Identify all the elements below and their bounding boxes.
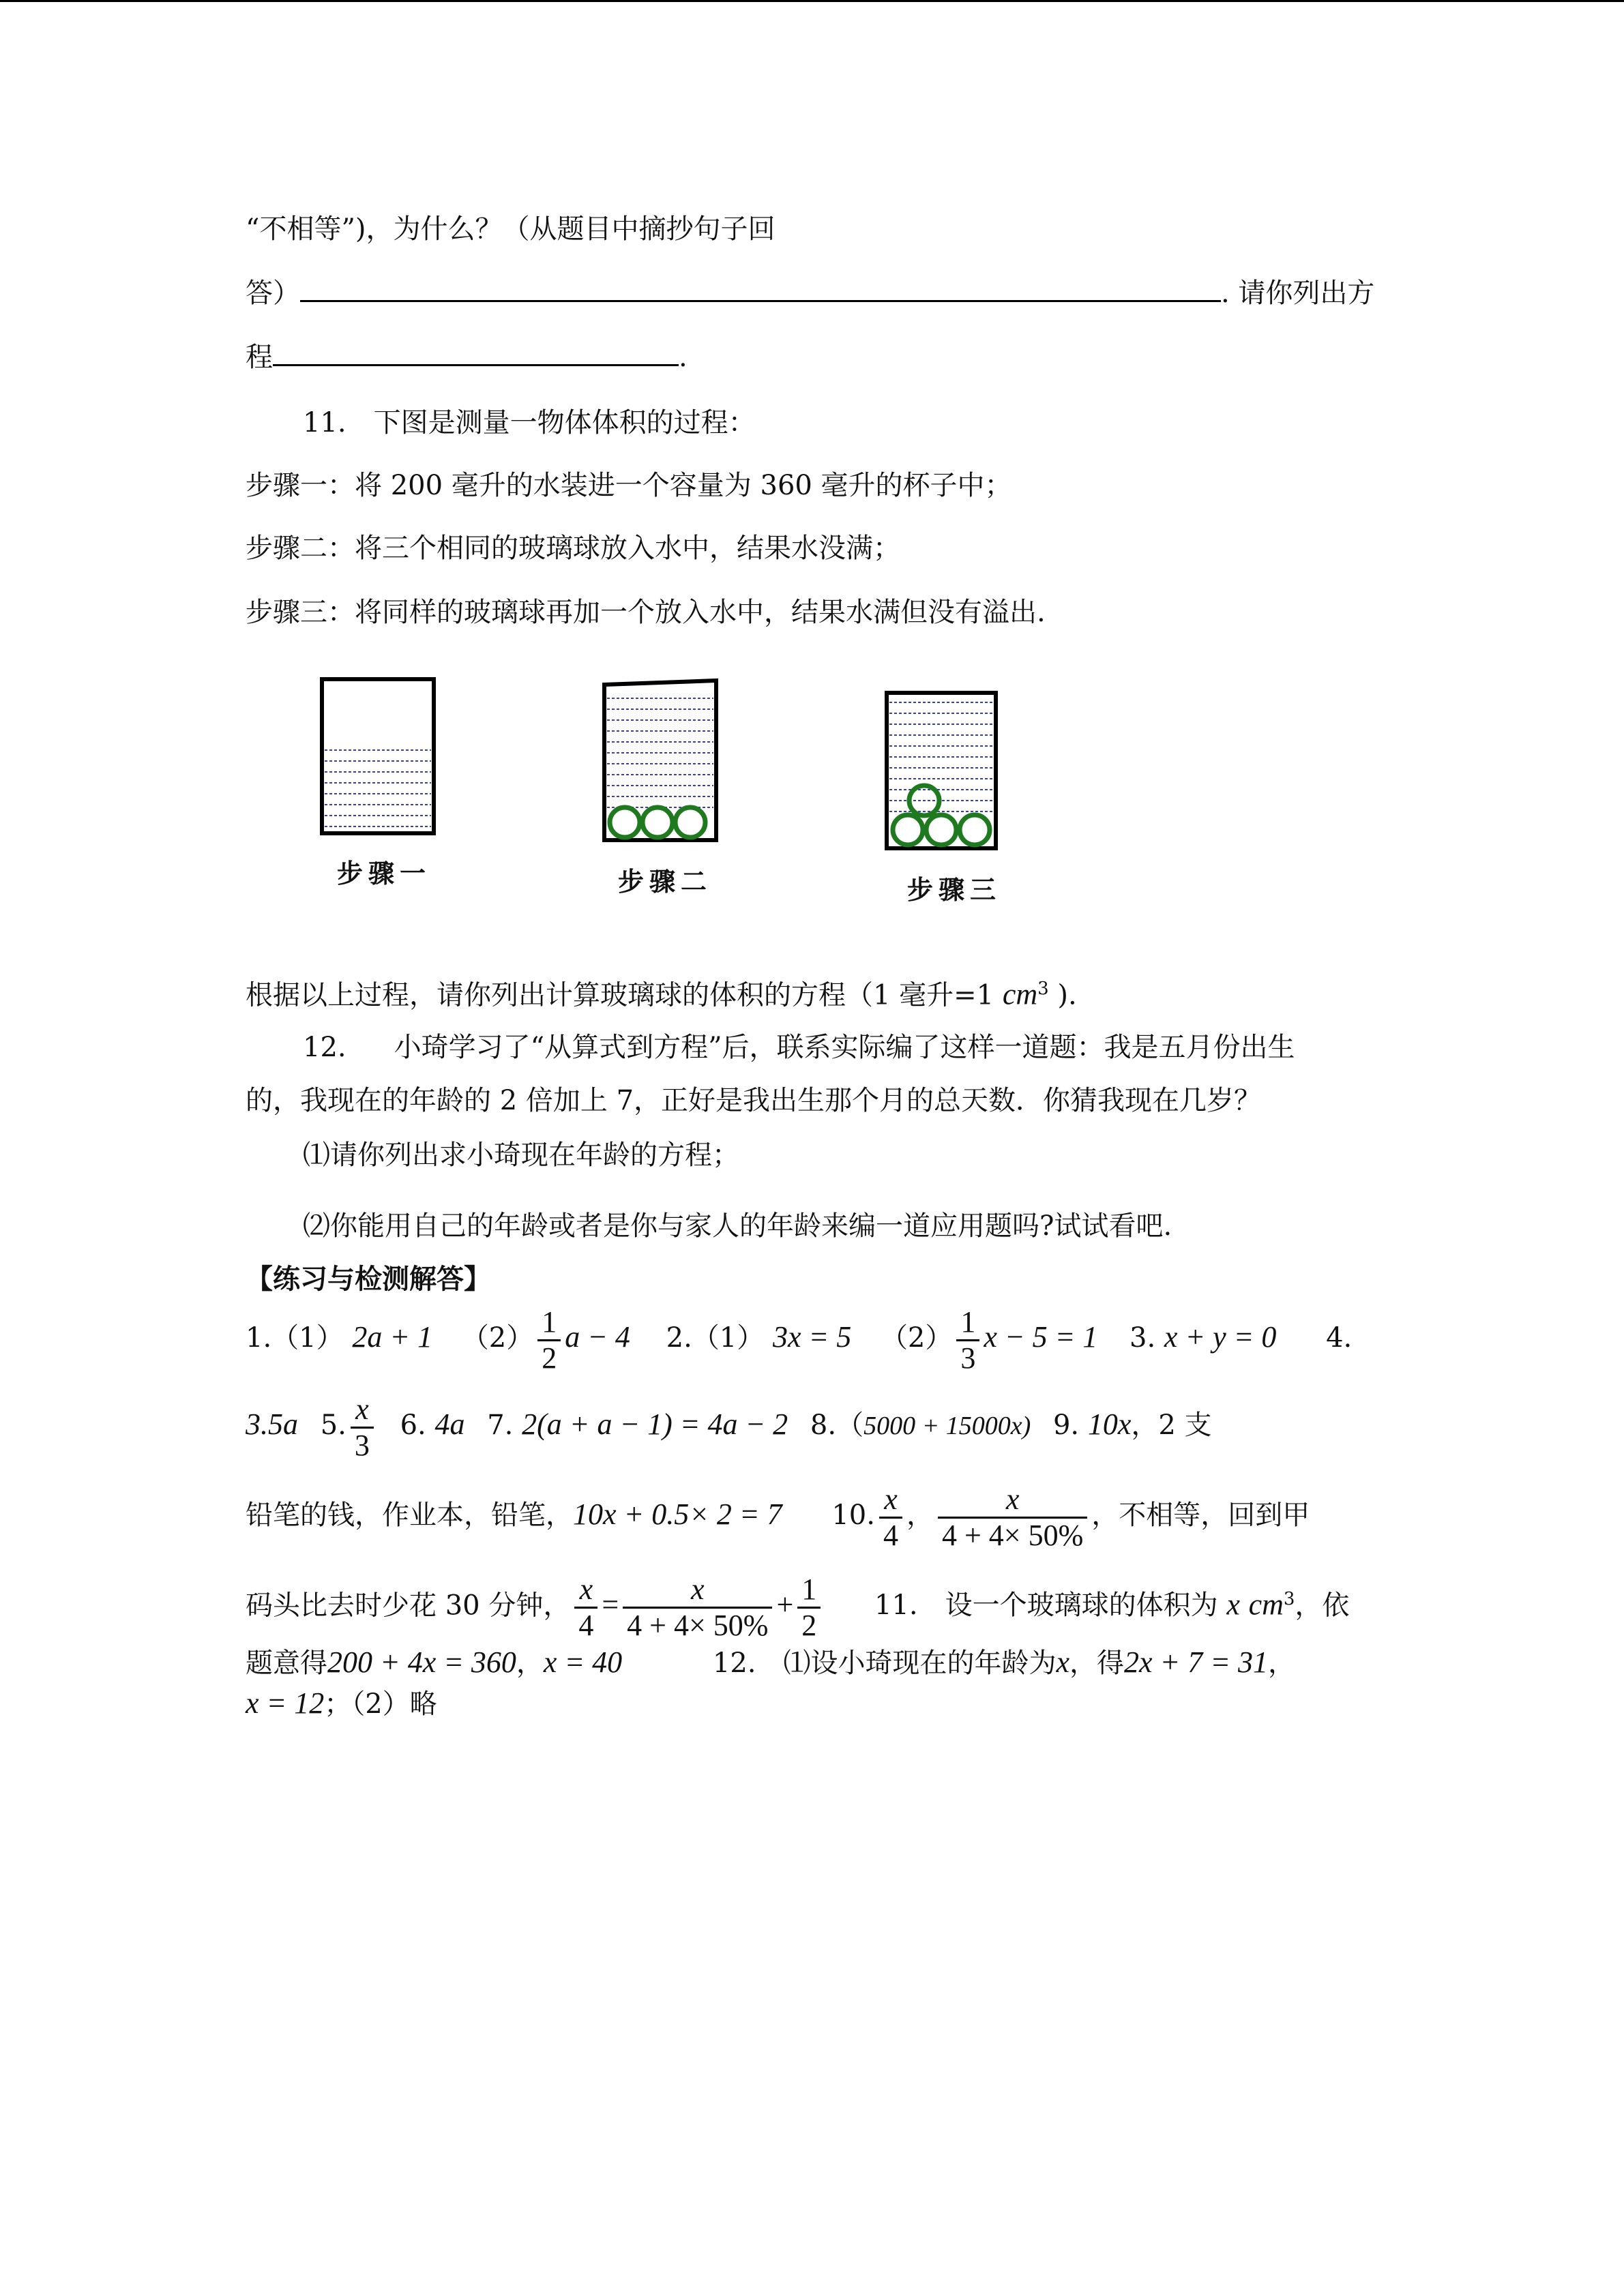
ans3: x + y = 0 [1164,1320,1277,1354]
frac-1-3 [956,1305,979,1375]
unit-cm: cm [1248,1587,1284,1622]
ans10-cont: 码头比去时少花 30 分钟， [246,1590,571,1622]
ans12-text2: ，得 [1069,1648,1125,1679]
ans2-2: x − 5 = 1 [984,1320,1098,1354]
unit-cm: cm [1002,977,1038,1011]
separator: ， [516,1648,544,1679]
ans7: 2(a + a − 1) = 4a − 2 [522,1407,788,1441]
q12-line1 [303,1028,1295,1067]
frac-num: x [623,1572,772,1609]
q12-part2: ⑵你能用自己的年龄或者是你与家人的年龄来编一道应用题吗?试试看吧. [303,1210,1172,1242]
frac-num: 1 [797,1572,821,1609]
ans11-cont: 题意得 [246,1648,327,1679]
ans12-solution: x = 12 [246,1686,325,1720]
frac-x-4 [574,1572,597,1643]
separator: ， [906,1500,934,1531]
ans3-label: 3. [1130,1322,1156,1354]
ans10-tail: ，不相等，回到甲 [1091,1500,1310,1531]
ans12-tail: ， [1267,1648,1295,1679]
answers-row5 [246,1643,1295,1682]
ans7-label: 7. [487,1410,514,1441]
cup-step2 [604,681,716,840]
q12-text-line1: 小琦学习了“从算式到方程”后，联系实际编了这样一道题：我是五月份出生 [394,1032,1295,1063]
q10-line2-suffix: . 请你列出方 [1221,278,1375,309]
ans11-text: 11. 设一个玻璃球的体积为 [874,1590,1227,1622]
ans9-cont: 铅笔的钱，作业本，铅笔， [246,1500,573,1531]
var-x: x [1056,1645,1070,1679]
frac-x-3 [351,1392,374,1463]
q12-number: 12. [303,1032,346,1063]
cups-figure [0,0,1624,955]
frac-num: x [879,1482,902,1519]
ans2-1: 3x = 5 [772,1320,852,1354]
q10-equation-prefix: 程 [246,342,273,373]
frac-num: 1 [956,1305,979,1341]
frac-num: x [351,1392,374,1429]
answers-row4 [246,1562,1349,1643]
ans1-2-label: （2） [461,1322,534,1354]
ans2-label: 2.（1） [666,1322,765,1354]
caption-step1: 步骤一 [337,859,432,889]
ans6-label: 6. [400,1410,426,1441]
unit-exponent: 3 [1037,979,1049,999]
ans9: 10x [1087,1407,1132,1441]
q12-part1: ⑴请你列出求小琦现在年龄的方程； [303,1139,739,1171]
answers-row2 [246,1387,1212,1463]
frac-den: 2 [542,1341,557,1375]
equals-sign: = [602,1587,619,1622]
ans12-text: 12. ⑴设小琦现在的年龄为 [712,1648,1057,1679]
ans11-equation: 200 + 4x = 360 [327,1645,516,1679]
ans10-label: 10. [831,1500,875,1531]
ans1-1: 2a + 1 [352,1320,433,1354]
q11-step1: 步骤一：将 200 毫升的水装进一个容量为 360 毫升的杯子中； [246,470,1012,501]
ans8-label: 8.（ [810,1410,864,1441]
ans1-2: a − 4 [565,1320,630,1354]
ans2-2-label: （2） [880,1322,953,1354]
ans9-label: 9. [1052,1410,1080,1441]
cup-step1 [322,679,434,833]
frac-den: 4 + 4× 50% [941,1518,1084,1552]
q11-question [246,970,1077,1014]
ans6: 4a [434,1407,465,1441]
ans11-solution: x = 40 [543,1645,623,1679]
answers-row3 [246,1477,1310,1553]
q12-line2: 的，我现在的年龄的 2 倍加上 7，正好是我出生那个月的总天数．你猜我现在几岁？ [246,1085,1262,1116]
frac-num: x [574,1572,597,1609]
frac-1-2 [797,1572,821,1643]
ans9-equation: 10x + 0.5× 2 = 7 [573,1497,782,1531]
ans4: 3.5a [246,1407,298,1441]
plus-sign: + [776,1587,794,1622]
frac-den: 4 + 4× 50% [627,1608,769,1642]
ans9-tail: ，2 支 [1131,1410,1212,1441]
frac-den: 2 [801,1608,817,1642]
frac-den: 4 [578,1608,594,1642]
q10-line3-suffix: . [679,342,688,373]
q11-step3: 步骤三：将同样的玻璃球再加一个放入水中，结果水满但没有溢出. [246,597,1046,628]
ans5-label: 5. [320,1410,346,1441]
frac-num: x [938,1482,1087,1519]
q11-question-text: 根据以上过程，请你列出计算玻璃球的体积的方程（1 毫升=1 [246,979,1003,1011]
q10-line1: “不相等”)，为什么？（从题目中摘抄句子回 [246,213,776,245]
var-x: x [1226,1587,1240,1622]
ans12-equation: 2x + 7 = 31 [1124,1645,1268,1679]
answers-row6 [246,1684,437,1723]
cup-step3 [887,693,996,848]
ans4-label: 4. [1326,1322,1353,1354]
unit-exponent: 3 [1283,1589,1295,1609]
answers-row1 [246,1300,1352,1375]
ans8: 5000 + 15000x) [863,1412,1031,1440]
frac-num: 1 [537,1305,561,1341]
frac-x-4 [879,1482,902,1553]
ans11-tail: ，依 [1295,1590,1350,1622]
ans12-part2: ；（2）略 [324,1688,437,1720]
frac-den: 4 [883,1518,898,1552]
q11-step2: 步骤二：将三个相同的玻璃球放入水中，结果水没满； [246,533,900,564]
ans1-label: 1.（1） [246,1322,344,1354]
q10-answer-prefix: 答） [246,278,300,309]
frac-den: 3 [960,1341,976,1375]
frac-x-over-sum [623,1572,772,1643]
caption-step2: 步骤二 [618,867,713,897]
frac-x-over-sum [938,1482,1087,1553]
q11-question-suffix: ). [1048,979,1077,1011]
frac-1-2 [537,1305,561,1375]
caption-step3: 步骤三 [907,875,1002,905]
frac-den: 3 [354,1428,370,1462]
q11-heading: 11. 下图是测量一物体体积的过程： [303,407,756,438]
answers-heading: 【练习与检测解答】 [246,1264,491,1295]
